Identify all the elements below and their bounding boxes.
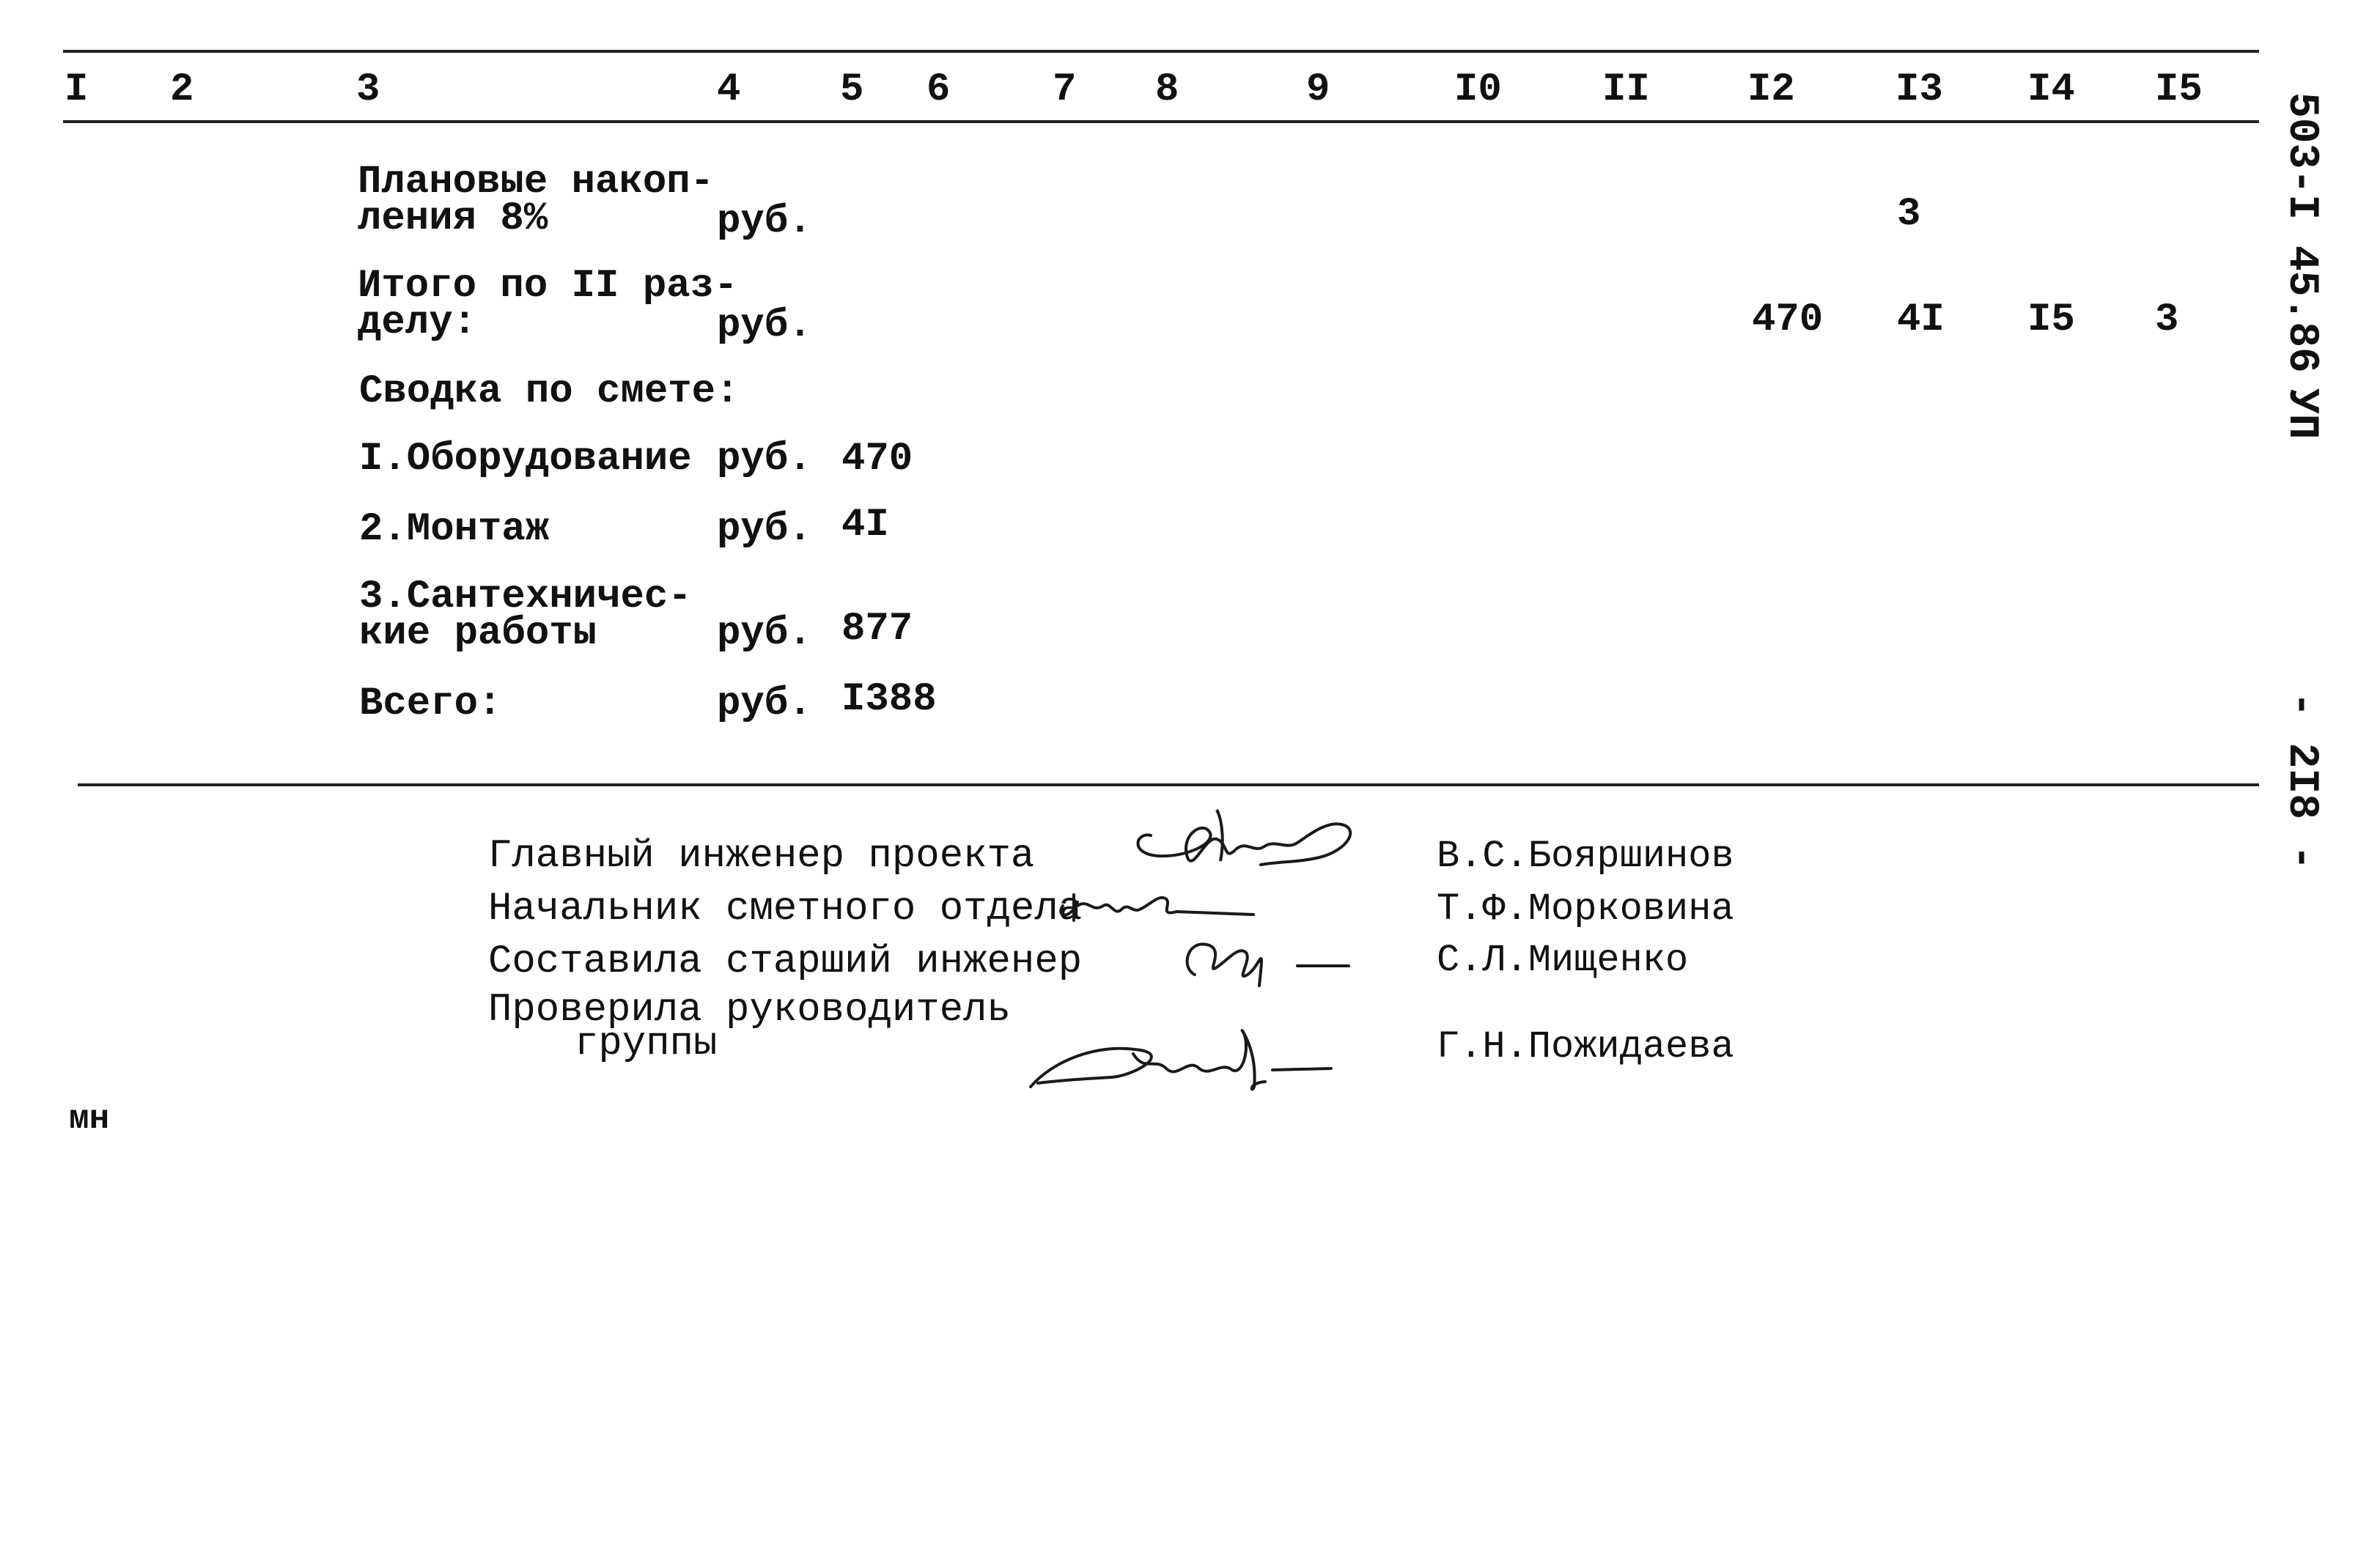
document-code: 503-I 45.86: [2277, 92, 2325, 373]
column-number: 7: [1053, 67, 1077, 112]
unit-cell: руб.: [717, 303, 812, 348]
value-cell-col14: I5: [2027, 298, 2075, 342]
summary-unit: руб.: [717, 437, 812, 481]
summary-label: I.Оборудование: [359, 437, 692, 481]
column-number: 4: [717, 67, 741, 112]
page-number: - 2I8 -: [2277, 692, 2325, 871]
summary-value: 470: [841, 437, 913, 481]
signature-group-lead: [1023, 1017, 1346, 1098]
value-cell-col13: 3: [1897, 192, 1921, 237]
summary-value: I388: [841, 677, 937, 722]
row-label: [358, 160, 715, 241]
signatory-title-line: Проверила руководитель: [488, 988, 1011, 1033]
column-number: 5: [840, 67, 864, 112]
signatory-name: С.Л.Мищенко: [1437, 939, 1689, 982]
signatory-name: Г.Н.Пожидаева: [1437, 1025, 1734, 1068]
summary-value: 877: [841, 607, 913, 651]
column-number: I5: [2155, 67, 2203, 112]
table-bottom-rule: [78, 783, 2259, 786]
column-number: 8: [1155, 67, 1179, 112]
signature-senior-engineer: [1165, 923, 1356, 997]
column-number: I0: [1454, 67, 1502, 112]
summary-unit: руб.: [717, 507, 812, 552]
column-number: I: [65, 67, 89, 112]
unit-cell: руб.: [717, 199, 812, 244]
column-number: I4: [2027, 67, 2075, 112]
header-top-rule: [63, 50, 2259, 53]
summary-label: Всего:: [359, 682, 502, 726]
summary-label: 2.Монтаж: [359, 507, 550, 552]
value-cell-col12: 470: [1752, 298, 1824, 342]
summary-label-line: кие работы: [359, 611, 597, 656]
row-label-line: Плановые накоп-: [358, 160, 715, 204]
summary-unit: руб.: [717, 682, 812, 726]
signature-chief-engineer: [1107, 791, 1371, 887]
column-number: II: [1602, 67, 1650, 112]
signatory-title: Составила старший инженер: [488, 939, 1083, 984]
header-bottom-rule: [63, 120, 2259, 123]
signatory-title: Начальник сметного отдела: [488, 887, 1083, 931]
signatory-title: Главный инженер проекта: [488, 834, 1035, 879]
volume-number: УП: [2277, 388, 2325, 440]
column-number: 3: [356, 67, 380, 112]
summary-label: [359, 575, 692, 656]
column-number: 9: [1306, 67, 1330, 112]
value-cell-col15: 3: [2155, 298, 2179, 342]
value-cell-col13: 4I: [1897, 298, 1945, 342]
summary-label-line: 3.Сантехничес-: [359, 575, 692, 619]
column-number: I3: [1895, 67, 1943, 112]
footer-mark: мн: [69, 1100, 110, 1138]
signatory-title-line: группы: [575, 1022, 718, 1066]
row-label-line: делу:: [358, 300, 477, 345]
signatory-name: Т.Ф.Морковина: [1437, 887, 1734, 931]
column-number: 6: [926, 67, 951, 112]
summary-value: 4I: [841, 503, 889, 547]
signatory-name: В.С.Бояршинов: [1437, 835, 1734, 878]
signatory-title: [488, 988, 1011, 1066]
summary-heading: Сводка по смете:: [359, 369, 740, 414]
column-number: 2: [170, 67, 194, 112]
row-label-line: Итого по II раз-: [358, 264, 738, 309]
column-number: I2: [1747, 67, 1795, 112]
row-label: [358, 264, 738, 345]
summary-unit: руб.: [717, 611, 812, 656]
row-label-line: ления 8%: [358, 196, 548, 241]
